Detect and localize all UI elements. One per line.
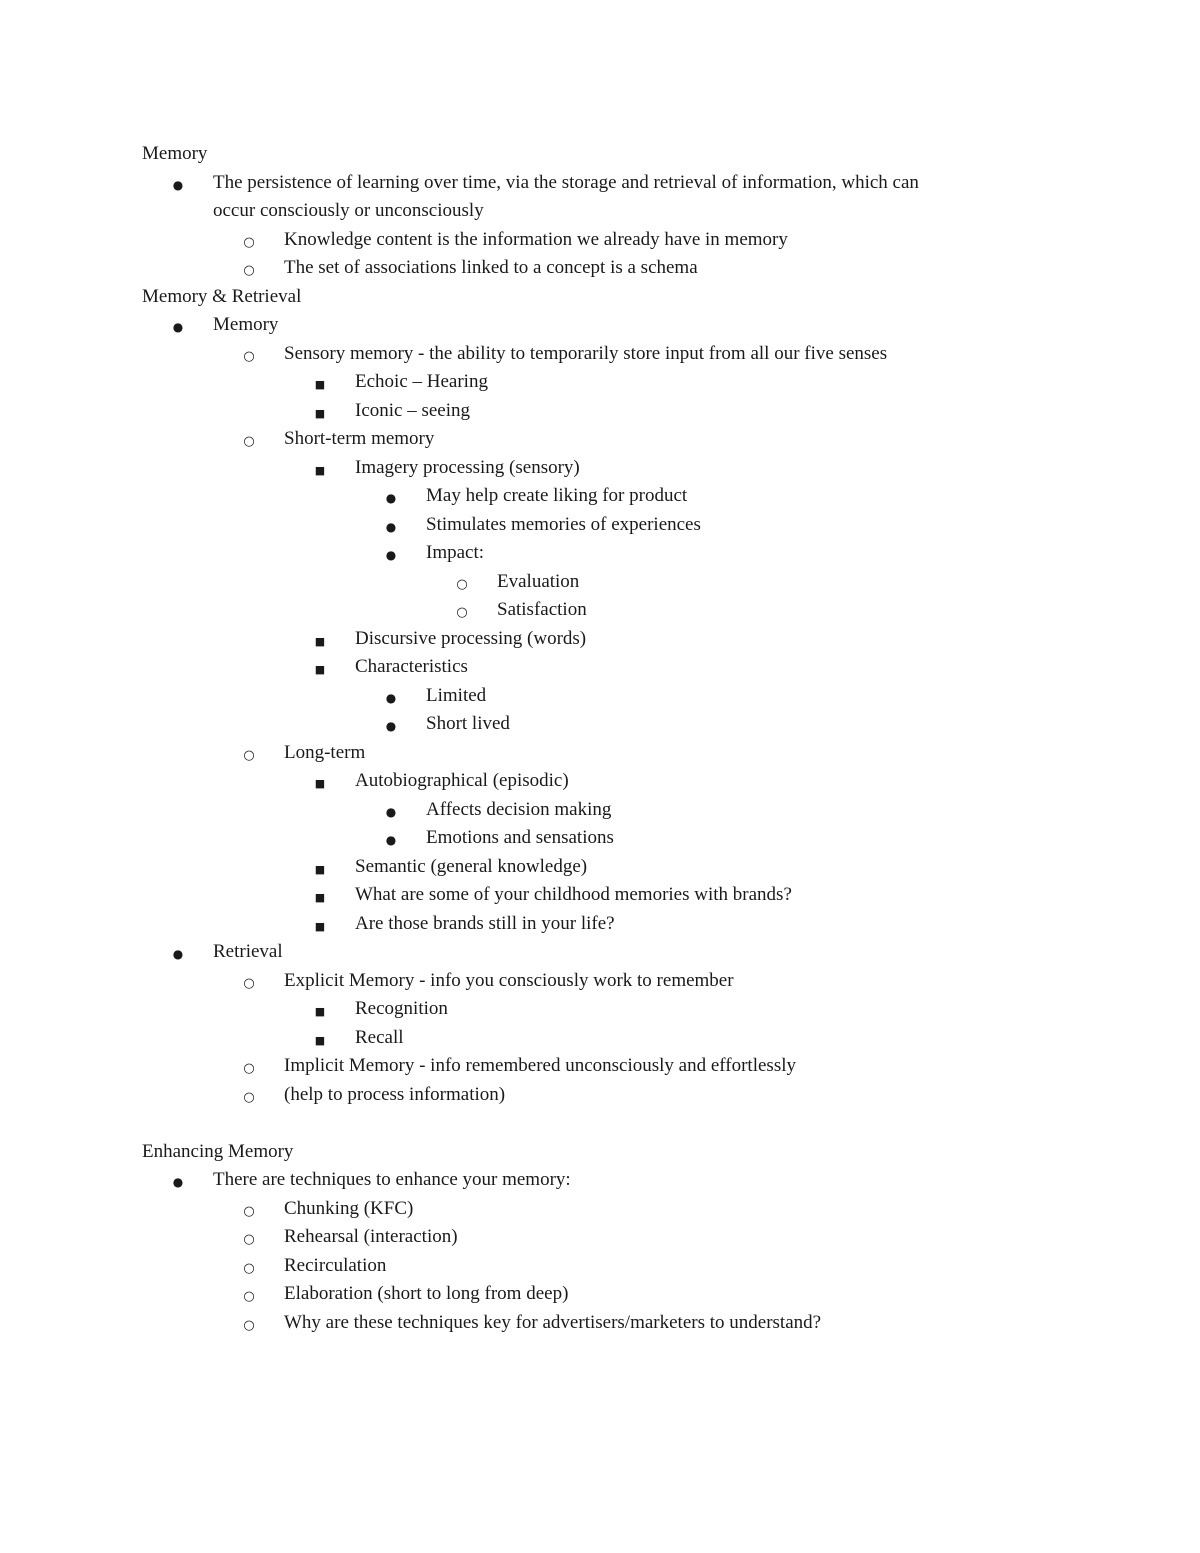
list-item-text: Retrieval: [213, 941, 283, 962]
disc-bullet-icon: [380, 539, 402, 567]
list-item-text: Iconic – seeing: [355, 399, 471, 421]
section-heading: Memory: [142, 143, 208, 164]
list-item-text: Stimulates memories of experiences: [426, 513, 701, 535]
square-bullet-icon: [309, 653, 331, 681]
list-item-text: Discursive processing (words): [355, 627, 587, 649]
list-item-text: Explicit Memory - info you consciously work to remember: [284, 969, 734, 991]
circle-bullet-icon: [451, 596, 473, 624]
circle-bullet-icon: [238, 967, 260, 995]
section-heading: Memory & Retrieval: [142, 285, 302, 307]
list-item-text: Memory: [213, 314, 279, 335]
list-item-text: Knowledge content is the information we already have in memory: [284, 228, 788, 250]
disc-bullet-icon: [380, 511, 402, 539]
list-item-text: May help create liking for product: [426, 485, 688, 506]
square-bullet-icon: [309, 881, 331, 909]
list-item-text: Why are these techniques key for advertisers/marketers to understand?: [284, 1311, 822, 1333]
disc-bullet-icon: [380, 682, 402, 710]
list-item-text: Recirculation: [284, 1254, 387, 1276]
list-item-text: Long-term: [284, 741, 366, 763]
section-heading: Enhancing Memory: [142, 1140, 294, 1162]
list-item-text: Rehearsal (interaction): [284, 1226, 458, 1247]
list-item-text: Recall: [355, 1026, 404, 1048]
list-item-text: What are some of your childhood memories with brands?: [355, 884, 792, 905]
list-item-text: Emotions and sensations: [426, 827, 614, 848]
disc-bullet-icon: [380, 710, 402, 738]
list-item-text: There are techniques to enhance your memory:: [213, 1169, 571, 1190]
square-bullet-icon: [309, 853, 331, 881]
square-bullet-icon: [309, 767, 331, 795]
disc-bullet-icon: [167, 938, 189, 966]
list-item-text: occur consciously or unconsciously: [213, 200, 484, 221]
list-item-text: Short lived: [426, 713, 510, 734]
list-item-text: Implicit Memory - info remembered unconsciously and effortlessly: [284, 1055, 796, 1076]
disc-bullet-icon: [380, 482, 402, 510]
square-bullet-icon: [309, 454, 331, 482]
square-bullet-icon: [309, 625, 331, 653]
square-bullet-icon: [309, 995, 331, 1023]
list-item-text: Elaboration (short to long from deep): [284, 1283, 569, 1304]
circle-bullet-icon: [238, 254, 260, 282]
list-item-text: Affects decision making: [426, 798, 612, 820]
list-item-text: Echoic – Hearing: [355, 371, 488, 392]
circle-bullet-icon: [238, 739, 260, 767]
square-bullet-icon: [309, 910, 331, 938]
list-item-text: The persistence of learning over time, via the storage and retrieval of information, which can: [213, 171, 919, 193]
circle-bullet-icon: [238, 1052, 260, 1080]
list-item-text: The set of associations linked to a concept is a schema: [284, 257, 698, 278]
circle-bullet-icon: [238, 1081, 260, 1109]
list-item-text: Sensory memory - the ability to temporarily store input from all our five senses: [284, 342, 888, 364]
square-bullet-icon: [309, 397, 331, 425]
list-item-text: Are those brands still in your life?: [355, 912, 615, 934]
circle-bullet-icon: [238, 340, 260, 368]
disc-bullet-icon: [380, 796, 402, 824]
list-item-text: Evaluation: [497, 570, 580, 592]
circle-bullet-icon: [238, 1309, 260, 1337]
circle-bullet-icon: [451, 568, 473, 596]
circle-bullet-icon: [238, 1223, 260, 1251]
disc-bullet-icon: [167, 311, 189, 339]
list-item-text: Chunking (KFC): [284, 1197, 414, 1219]
list-item-text: Impact:: [426, 542, 485, 563]
list-item-text: Limited: [426, 684, 487, 706]
circle-bullet-icon: [238, 1280, 260, 1308]
circle-bullet-icon: [238, 425, 260, 453]
square-bullet-icon: [309, 368, 331, 396]
disc-bullet-icon: [167, 1166, 189, 1194]
list-item-text: Recognition: [355, 998, 448, 1019]
disc-bullet-icon: [167, 169, 189, 197]
disc-bullet-icon: [380, 824, 402, 852]
list-item-text: Semantic (general knowledge): [355, 855, 588, 877]
square-bullet-icon: [309, 1024, 331, 1052]
circle-bullet-icon: [238, 1252, 260, 1280]
circle-bullet-icon: [238, 226, 260, 254]
circle-bullet-icon: [238, 1195, 260, 1223]
list-item-text: Characteristics: [355, 656, 468, 677]
list-item-text: (help to process information): [284, 1083, 506, 1105]
list-item-text: Satisfaction: [497, 599, 587, 620]
list-item-text: Short-term memory: [284, 428, 435, 449]
list-item-text: Imagery processing (sensory): [355, 456, 580, 478]
list-item-text: Autobiographical (episodic): [355, 770, 569, 791]
